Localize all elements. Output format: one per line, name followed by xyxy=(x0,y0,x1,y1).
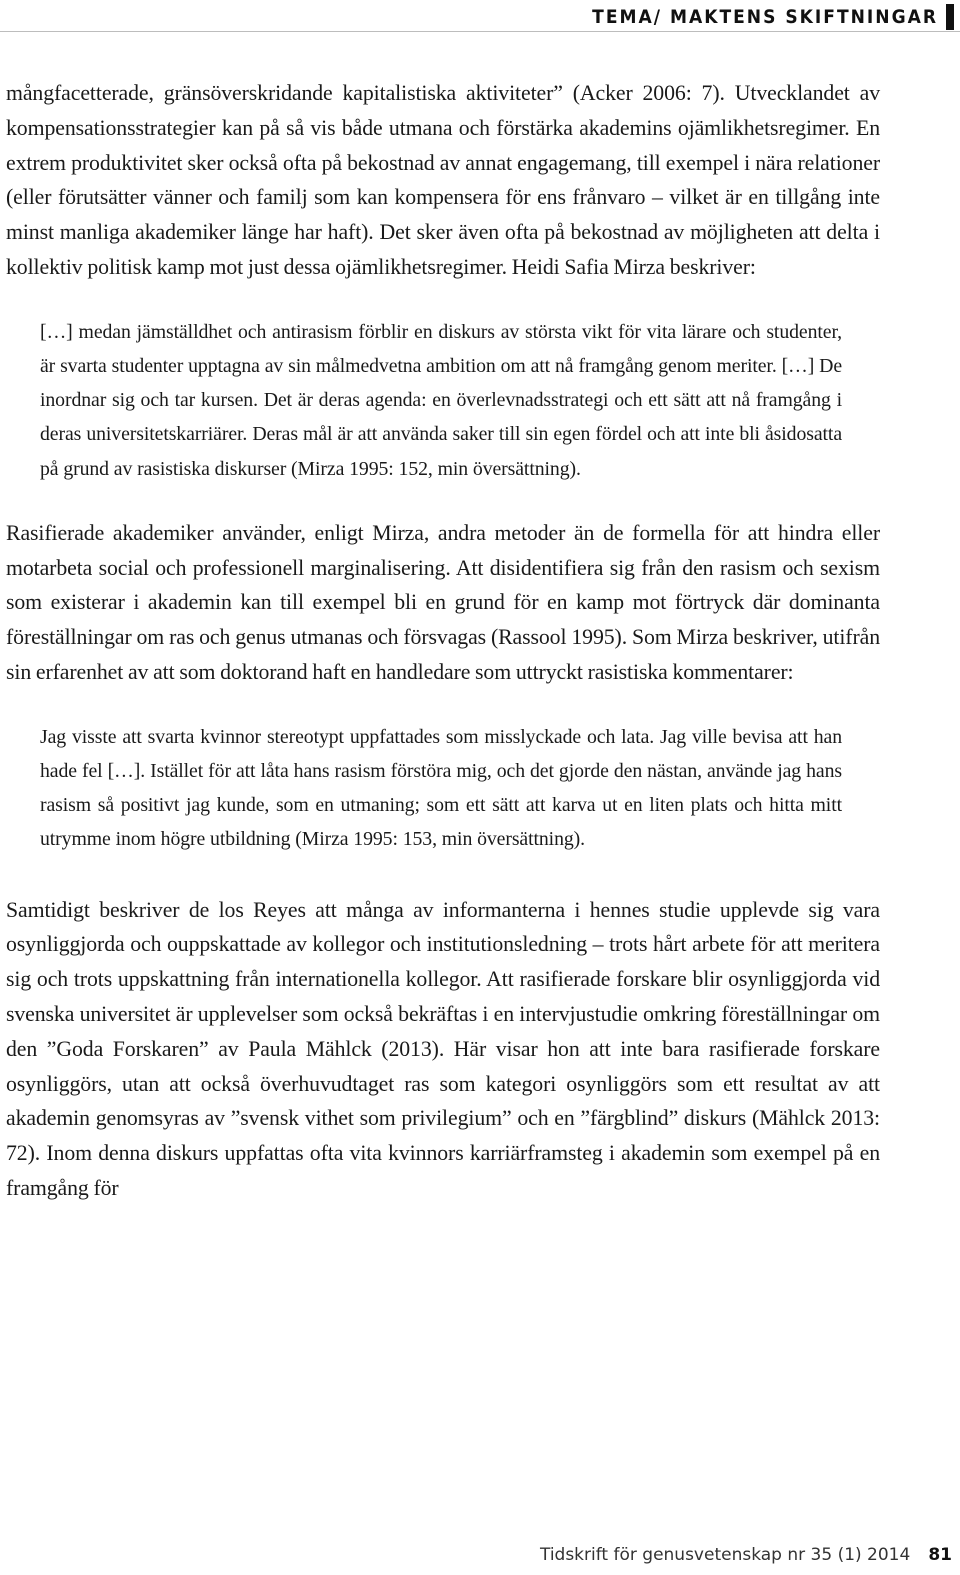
running-header xyxy=(592,0,960,30)
page-number: 81 xyxy=(928,1545,952,1565)
journal-citation: Tidskrift för genusvetenskap nr 35 (1) 2014 xyxy=(539,1545,911,1565)
body-paragraph-1: mångfacetterade, gränsöverskridande kapitalistiska aktiviteter” (Acker 2006: 7). Utvecklandet av kompensationsstrategier kan på så vis både utmana och förstärka akademins ojämlikhetsregimer. En extrem produktivitet sker också ofta på bekostnad av annat engagemang, till exempel i nära relationer (eller förutsätter vänner och familj som kan kompensera för ens frånvaro – vilket är en tillgång inte minst manliga akademiker länge har haft). Det sker även ofta på bekostnad av möjligheten att delta i kollektiv politisk kamp mot just dessa ojämlikhetsregimer. Heidi Safia Mirza beskriver: xyxy=(6,81,880,279)
body-paragraph-2: Rasifierade akademiker använder, enligt Mirza, andra metoder än de formella för att hindra eller motarbeta social och professionell marginalisering. Att disidentifiera sig från den rasism och sexism som existerar i akademin kan till exempel bli en grund för en kamp mot förtryck där dominanta föreställningar om ras och genus utmanas och försvagas (Rassool 1995). Som Mirza beskriver, utifrån sin erfarenhet av att som doktorand haft en handledare som uttryckt rasistiska kommentarer: xyxy=(6,520,880,684)
block-quote-1: […] medan jämställdhet och antirasism förblir en diskurs av största vikt för vita lärare och studenter, är svarta studenter upptagna av sin målmedvetna ambition om att nå framgång genom meriter. […] De inordnar sig och tar kursen. Det är deras agenda: en överlevnadsstrategi och ett sätt att nå framgång i deras universitetskarriärer. Deras mål är att använda saker till sin egen fördel och att inte bli åsidosatta på grund av rasistiska diskurser (Mirza 1995: 152, min översättning). xyxy=(40,320,842,480)
body-paragraph-3: Samtidigt beskriver de los Reyes att många av informanterna i hennes studie upplevde sig vara osynliggjorda och ouppskattade av kollegor och institutionsledning – trots hårt arbete för att meritera sig och trots uppskattning från internationella kollegor. Att rasifierade forskare blir osynliggjorda vid svenska universitet är upplevelser som också bekräftas i en intervjustudie omkring föreställningar om den ”Goda Forskaren” av Paula Mählck (2013). Här visar hon att inte bara rasifierade forskare osynliggörs, utan att också överhuvudtaget ras som kategori osynliggörs som ett resultat av att akademin genomsyras av ”svensk vithet som privilegium” och en ”färgblind” diskurs (Mählck 2013: 72). Inom denna diskurs uppfattas ofta vita kvinnors karriärframsteg i akademin som exempel på en framgång för xyxy=(6,897,880,1200)
section-title: TEMA/ MAKTENS SKIFTNINGAR xyxy=(592,6,938,28)
article-body xyxy=(6,76,880,1206)
header-divider xyxy=(0,31,960,32)
block-quote-2: Jag visste att svarta kvinnor stereotypt uppfattades som misslyckade och lata. Jag ville bevisa att han hade fel […]. Istället för att låta hans rasism förstöra mig, och det gjorde den nästan, använde jag hans rasism så positivt jag kunde, som en utmaning; som ett sätt att karva ut en liten plats och hitta mitt utrymme inom högre utbildning (Mirza 1995: 153, min översättning). xyxy=(40,725,842,851)
header-bar-marker xyxy=(946,4,954,30)
page-footer xyxy=(540,1545,952,1565)
